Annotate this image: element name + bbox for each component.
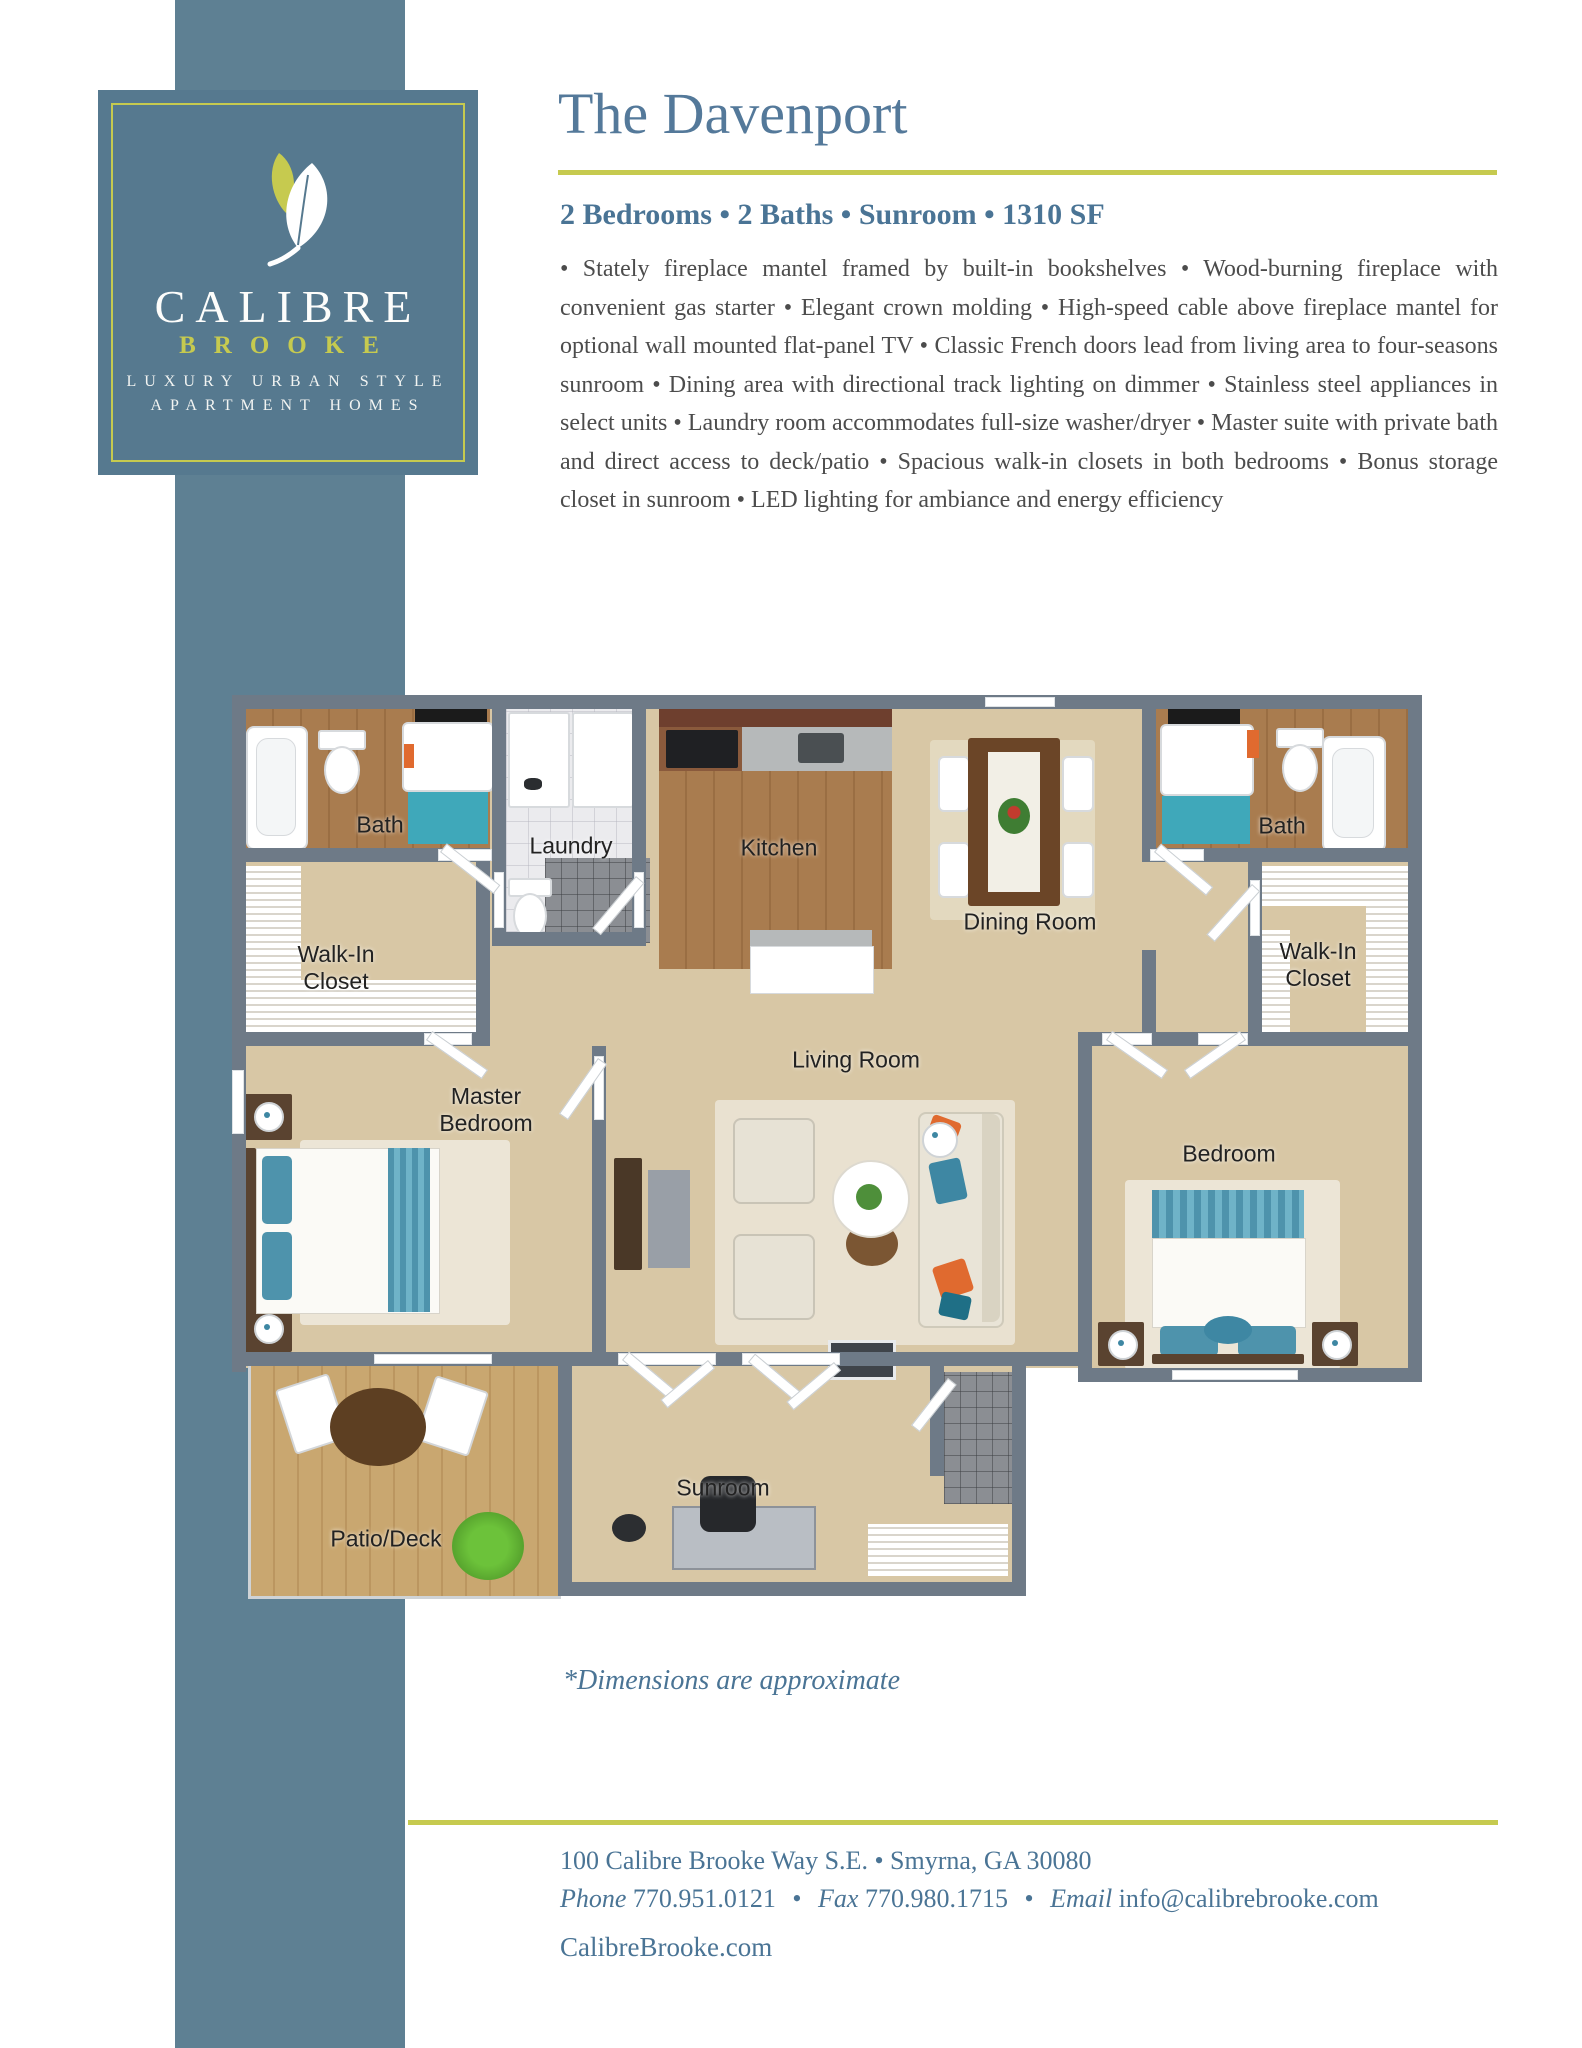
washer-door <box>524 778 542 790</box>
patio-table <box>330 1388 426 1466</box>
email-label: Email <box>1050 1884 1113 1913</box>
wall <box>1078 1032 1092 1382</box>
master-pillow <box>262 1156 292 1224</box>
logo-name: CALIBRE <box>154 281 422 332</box>
fax-label: Fax <box>818 1884 859 1913</box>
bedroom-bed-band <box>1152 1190 1304 1238</box>
dining-centerpiece <box>998 798 1030 834</box>
vanity-bath-left <box>402 722 494 792</box>
wall <box>1012 1366 1026 1596</box>
bullet-separator: • <box>792 1884 802 1913</box>
room-label-laundry: Laundry <box>529 832 613 859</box>
kitchen-sink <box>798 733 844 763</box>
rug-bath-left <box>408 792 488 844</box>
table-plant <box>856 1184 882 1210</box>
wall <box>232 695 1422 709</box>
lamp <box>1322 1330 1352 1360</box>
arc-lamp <box>922 1122 958 1158</box>
bathtub-left-basin <box>256 738 296 836</box>
vanity-bath-right <box>1160 724 1254 796</box>
calibre-brooke-logo <box>98 90 478 475</box>
logo-tagline-1: LUXURY URBAN STYLE <box>126 373 450 390</box>
logo-subname: BROOKE <box>179 332 397 359</box>
website-url: CalibreBrooke.com <box>560 1932 773 1962</box>
room-label-wic-right: Walk-In Closet <box>1279 938 1357 991</box>
wic-right-shelves-top <box>1262 866 1408 906</box>
patio-plant <box>452 1512 524 1580</box>
bedroom-round-cushion <box>1204 1316 1252 1344</box>
bedroom-bed <box>1152 1238 1306 1328</box>
dining-chair <box>938 756 970 812</box>
phone-label: Phone <box>560 1884 627 1913</box>
master-bed-runner <box>388 1148 430 1312</box>
bag <box>612 1514 646 1542</box>
page-title: The Davenport <box>558 81 908 146</box>
room-label-sunroom: Sunroom <box>676 1474 770 1501</box>
master-dresser <box>614 1158 642 1270</box>
room-label-wic-left: Walk-In Closet <box>297 941 375 994</box>
dining-chair <box>938 842 970 898</box>
tv-console <box>648 1170 690 1268</box>
armchair <box>733 1118 815 1204</box>
room-label-dining: Dining Room <box>963 908 1097 935</box>
lamp <box>254 1314 284 1344</box>
rug-bath-right <box>1162 796 1250 844</box>
room-label-kitchen: Kitchen <box>740 834 818 861</box>
fax-number: 770.980.1715 <box>864 1884 1008 1913</box>
window <box>232 1070 244 1134</box>
lamp <box>1108 1330 1138 1360</box>
bullet-separator: • <box>1024 1884 1034 1913</box>
dining-chair <box>1062 842 1094 898</box>
lamp <box>254 1102 284 1132</box>
room-label-bath-left: Bath <box>356 811 404 838</box>
floor-storage-tile <box>944 1372 1012 1504</box>
leaf-icon <box>246 145 341 270</box>
footer-rule <box>408 1820 1498 1825</box>
stove-cooktop <box>666 730 738 768</box>
room-label-patio: Patio/Deck <box>330 1525 442 1552</box>
room-label-bedroom: Bedroom <box>1182 1140 1276 1167</box>
unit-specs: 2 Bedrooms • 2 Baths • Sunroom • 1310 SF <box>560 198 1105 231</box>
washer <box>508 712 570 808</box>
phone-number: 770.951.0121 <box>632 1884 776 1913</box>
master-pillow <box>262 1232 292 1300</box>
window <box>1172 1370 1298 1380</box>
room-label-master: Master Bedroom <box>439 1083 533 1136</box>
kitchen-upper-cabinets <box>659 709 892 727</box>
features-paragraph: • Stately fireplace mantel framed by built-in bookshelves • Wood-burning fireplace with convenient gas starter • Elegant crown molding • High-speed cable above fireplace mantel for optional wall mounted flat-panel TV • Classic French doors lead from living area to four-seasons sunroom • Dining area with directional track lighting on dimmer • Stainless steel appliances in select units • Laundry room accommodates full-size washer/dryer • Master suite with private bath and direct access to deck/patio • Spacious walk-in closets in both bedrooms • Bonus storage closet in sunroom • LED lighting for ambiance and energy efficiency <box>560 256 1498 513</box>
window <box>985 697 1055 707</box>
dryer <box>572 712 634 808</box>
wall <box>1142 695 1156 862</box>
title-rule <box>558 170 1497 175</box>
patio-slider <box>374 1354 492 1364</box>
wall <box>558 1582 1026 1596</box>
email-address: info@calibrebrooke.com <box>1118 1884 1379 1913</box>
wall <box>930 1366 944 1476</box>
towel-bath-left <box>404 744 414 768</box>
address-line: 100 Calibre Brooke Way S.E. • Smyrna, GA 30080 <box>560 1846 1092 1875</box>
bedroom-headboard <box>1152 1354 1304 1364</box>
wall <box>558 1366 572 1582</box>
room-label-bath-right: Bath <box>1258 812 1306 839</box>
kitchen-peninsula-top <box>750 930 872 946</box>
room-label-living: Living Room <box>792 1046 920 1073</box>
armchair <box>733 1234 815 1320</box>
wall <box>492 932 646 946</box>
wall <box>1142 950 1156 1032</box>
dining-chair <box>1062 756 1094 812</box>
bathtub-right-basin <box>1332 748 1374 838</box>
toilet-bowl-left <box>324 746 360 794</box>
dimensions-note: *Dimensions are approximate <box>563 1665 900 1696</box>
contact-line <box>560 1884 1379 1914</box>
toilet-bowl-right <box>1282 744 1318 792</box>
storage-shelves <box>868 1524 1008 1576</box>
door-opening <box>494 872 504 928</box>
kitchen-peninsula <box>750 946 874 994</box>
sofa-back <box>982 1114 1000 1322</box>
logo-tagline-2: APARTMENT HOMES <box>150 397 426 414</box>
towel-bath-right <box>1247 730 1259 758</box>
